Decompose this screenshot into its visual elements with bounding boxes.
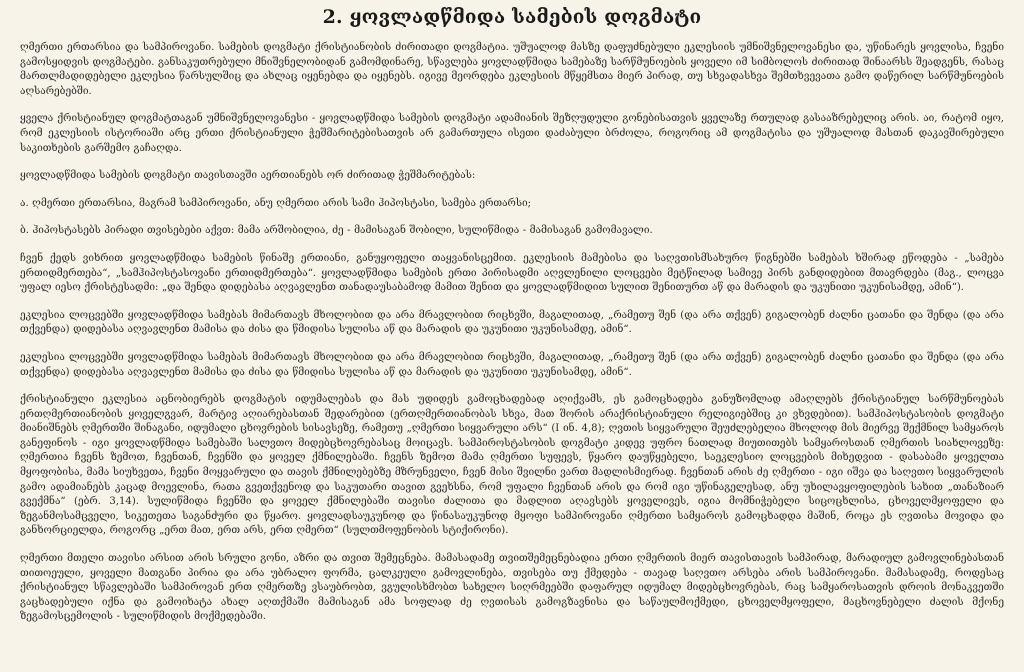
document-body	[20, 41, 1004, 625]
paragraph: ღმერთი მთელი თავისი არსით არის სრული გონი, აზრი და თვით შემეცნება. მამასადამე თვითშემეცნებადია ერთი ღმერთის მიერ თავისთავის სამპირად, მარადიულ გამოვლინებასთან თითოეული, ყოველი მათგანი პირია და არა უბრალო ფორმა, ცალკეული გამოვლინება, თვისება თუ ქმედება - თავად საღვთო არსება არის სამპიროვანი. მამასადამე, როდესაც ქრისტიანულ სწავლებაში სამპიროვან ერთ ღმერთზე ვსაუბრობთ, ვგულისხმობთ სახელო სიღრმეებში დაფარულ იდუმალ მიდებცხოვრებას, რაც სამყაროსათვის დროის მონაკვეთში გაცხადებული იქნა და გამოიხატა ახალ აღთქმაში მამისაგან ამა სოფლად ძე ღვთისას გამოგზავნისა და საწაულმოქმედი, ცხოველმყოფელი, მაცხოვნებელი ძალის მქონე ზეგამოსცემოლის - სულიწმიდის მოქმედებაში.	[20, 553, 1004, 623]
list-item-a: ა. ღმერთი ერთარსია, მაგრამ სამპიროვანი, ანუ ღმერთი არის სამი ჰიპოსტასი, სამება ერთარსი;	[20, 197, 532, 209]
paragraph: ეკლესია ლოცვებში ყოვლადწმიდა სამებას მიმართავს მხოლობით და არა მრავლობით რიცხვში, მაგალითად, „რამეთუ შენ (და არა თქვენ) გიგალობენ ძალნი ცათანი და შენდა (და არა თქვენდა) დიდებასა აღვავლენთ მამისა და ძისა და წმიდისა სულისა აწ და მარადის და უკუნითი უკუნისამდე, ამინ“.	[20, 309, 1004, 336]
paragraph: ყველა ქრისტიანულ დოგმატთაგან უმნიშვნელოვანესი - ყოვლადწმიდა სამების დოგმატი ადამიანის შეზღუდული გონებისათვის ყველაზე რთულად გასააზრებელიც არის. აი, რატომ იყო, რომ ეკლესიის ისტორიაში არც ერთი ქრისტიანული ჭეშმარიტებისათვის არ გამართულა ისეთი დაძაბული ბრძოლა, როგორიც ამ დოგმატისა და უშუალოდ მასთან დაკავშირებული საკითხების გარშემო გაჩაღდა.	[20, 113, 1004, 154]
paragraph: ეკლესია ლოცვებში ყოვლადწმიდა სამებას მიმართავს მხოლობით და არა მრავლობით რიცხვში, მაგალითად, „რამეთუ შენ (და არა თქვენ) გიგალობენ ძალნი ცათანი და შენდა (და არა თქვენდა) დიდებასა აღვავლენთ მამისა და ძისა და წმიდისა სულისა აწ და მარადის და უკუნითი უკუნისამდე, ამინ“.	[20, 351, 1004, 378]
list-item-b: ბ. ჰიპოსტასებს პირადი თვისებები აქვთ: მამა არშობილია, ძე - მამისაგან შობილი, სულიწმიდა - მამისაგან გამომავალი.	[20, 225, 653, 237]
paragraph: ყოვლადწმიდა სამების დოგმატი თავისთავში აერთიანებს ორ ძირითად ჭეშმარიტებას:	[20, 170, 476, 182]
page-title: 2. ყოვლადწმიდა სამების დოგმატი	[322, 6, 702, 28]
paragraph: ღმერთი ერთარსია და სამპიროვანი. სამების დოგმატი ქრისტიანობის ძირითადი დოგმატია. უშუალოდ მასზე დაფუძნებული ეკლესიის უმნიშვნელოვანესი და, უწინარეს ყოვლისა, ჩვენი გამოსყიდვის დოგმატები. განსაკუთრებული მნიშვნელობიდან გამომდინარე, სწავლება ყოვლადწმიდა სამებაზე სარწმუნოების ყოველი იმ სიმბოლოს ძირითად შინაარსს შეადგენს, რასაც მართლმადიდებელი ეკლესია წარსულშიც და ახლაც იყენებდა და იყენებს. იგივე მეორდება ეკლესიის მწყემსთა მიერ პირად, თუ სხვადასხვა შემთხვევათა გამო დაწერილ სარწმუნოების აღსარებებში.	[20, 42, 1004, 97]
paragraph: ქრისტიანული ეკლესია აცნობიერებს დოგმატის იდუმალებას და მას უდიდეს გამოცხადებად აღიქვამს, ეს გამოცხადება განუზომლად ამაღლებს ქრისტიანულ სარწმუნოებას ერთღმერთიანობის ყოველგვარ, მარტივ აღიარებასთან შედარებით (ერთღმერთიანობას სხვა, მათ შორის არაქრისტიანული რელიგიებშიც კი ვხვდებით). სამჰიპოსტასობის დოგმატი მიანიშნებს ღმერთში შინაგანი, იდუმალი ცხოვრების სისავსეზე, რამეთუ „ღმერთი სიყვარული არს“ (I ინ. 4,8); ღვთის სიყვარული შეუძლებელია მხოლოდ მის მიერვე შექმნილ სამყაროს განეფინოს - იგი ყოვლადწმიდა სამებაში სალვთო მიდებცხოვრებასაც მოიცავს. სამპიროსტასობის დოგმატი კიდევ უფრო ნათლად მიუთითებს სამყაროსთან ღმერთის სიახლოვეზე: ღმერთია ჩვენს ზემოთ, ჩვენთან, ჩვენში და ყოველ ქმნილებაში. ჩვენს ზემოთ მამა ღმერთი სუფევს, წყარო დაუწყებელი, საეკლესიო ლოცვების მიხედვით - დასაბამი ყოველთა მყოფობისა, მამა სიუხვეთა, ჩვენი მოყვარული და თავის ქმნილებებზე მზრუნველი, ჩვენ მისი შვილნი ვართ მადლისმიერად. ჩვენთან არის ძე ღმერთი - იგი იშვა და საღვთო სიყვარულის გამო ადამიანებს კაცად მოევლინა, რათა გვეთქვენოდ და საკუთარი თავით გვეხსნა, რომ უფალი ჩვენთან არის და რომ იგი უწინაგელესად, ანუ უხილავყოფილების სახით „თანაზიარ გვექმნა“ (ებრ. 3,14). სულიწმიდა ჩვენში და ყოველ ქმნილებაში თავისი ძალითა და მადლით აღავსებს ყოველივეს, იგია მომნიჭებელი სიცოცხლისა, ცხოველმყოფელი და ზეგანმოსამცველი, სიკეთეთა საგანძური და წყარო. ყოვლადსაუკუნოდ და წინასაუკუნოდ მყოფი სამპიროვანი ღმერთი სამყაროს გამოცხადდა მაშინ, როცა ეს ღვთისა მოვიდა და განხორციელდა, როგორც „ერთ მათ, ერთ არს, ერთ ღმერთ“ (სულთმოფენობის სტიქირონი).	[20, 394, 1004, 537]
paragraph: ჩვენ ქედს ვიხრით ყოვლადწმიდა სამების წინაშე ერთიანი, განუყოფელი თაყვანისცემით. ეკლესიის მამებისა და საღვთისმსახურო წიგნებში სამებას ხშირად ეწოდება - „სამება ერთიდმერთება“, „სამჰიპოსტასოვანი ერთიდმერთება“. ყოვლადწმიდა სამების ერთი პირისადმი აღვლენილი ლოცვები მეტწილად სამივე პირს განდიდებით მთავრდება (მაგ., ლოცვა უფალ იესო ქრისტესადმი: „და შენდა დიდებასა აღვავლენთ თანადაუსაბამოდ მამით შენით და ყოვლადწმიდით სულით შენითურთ აწ და მარადის და უკუნითი უკუნისამდე, ამინ“).	[20, 252, 1004, 294]
